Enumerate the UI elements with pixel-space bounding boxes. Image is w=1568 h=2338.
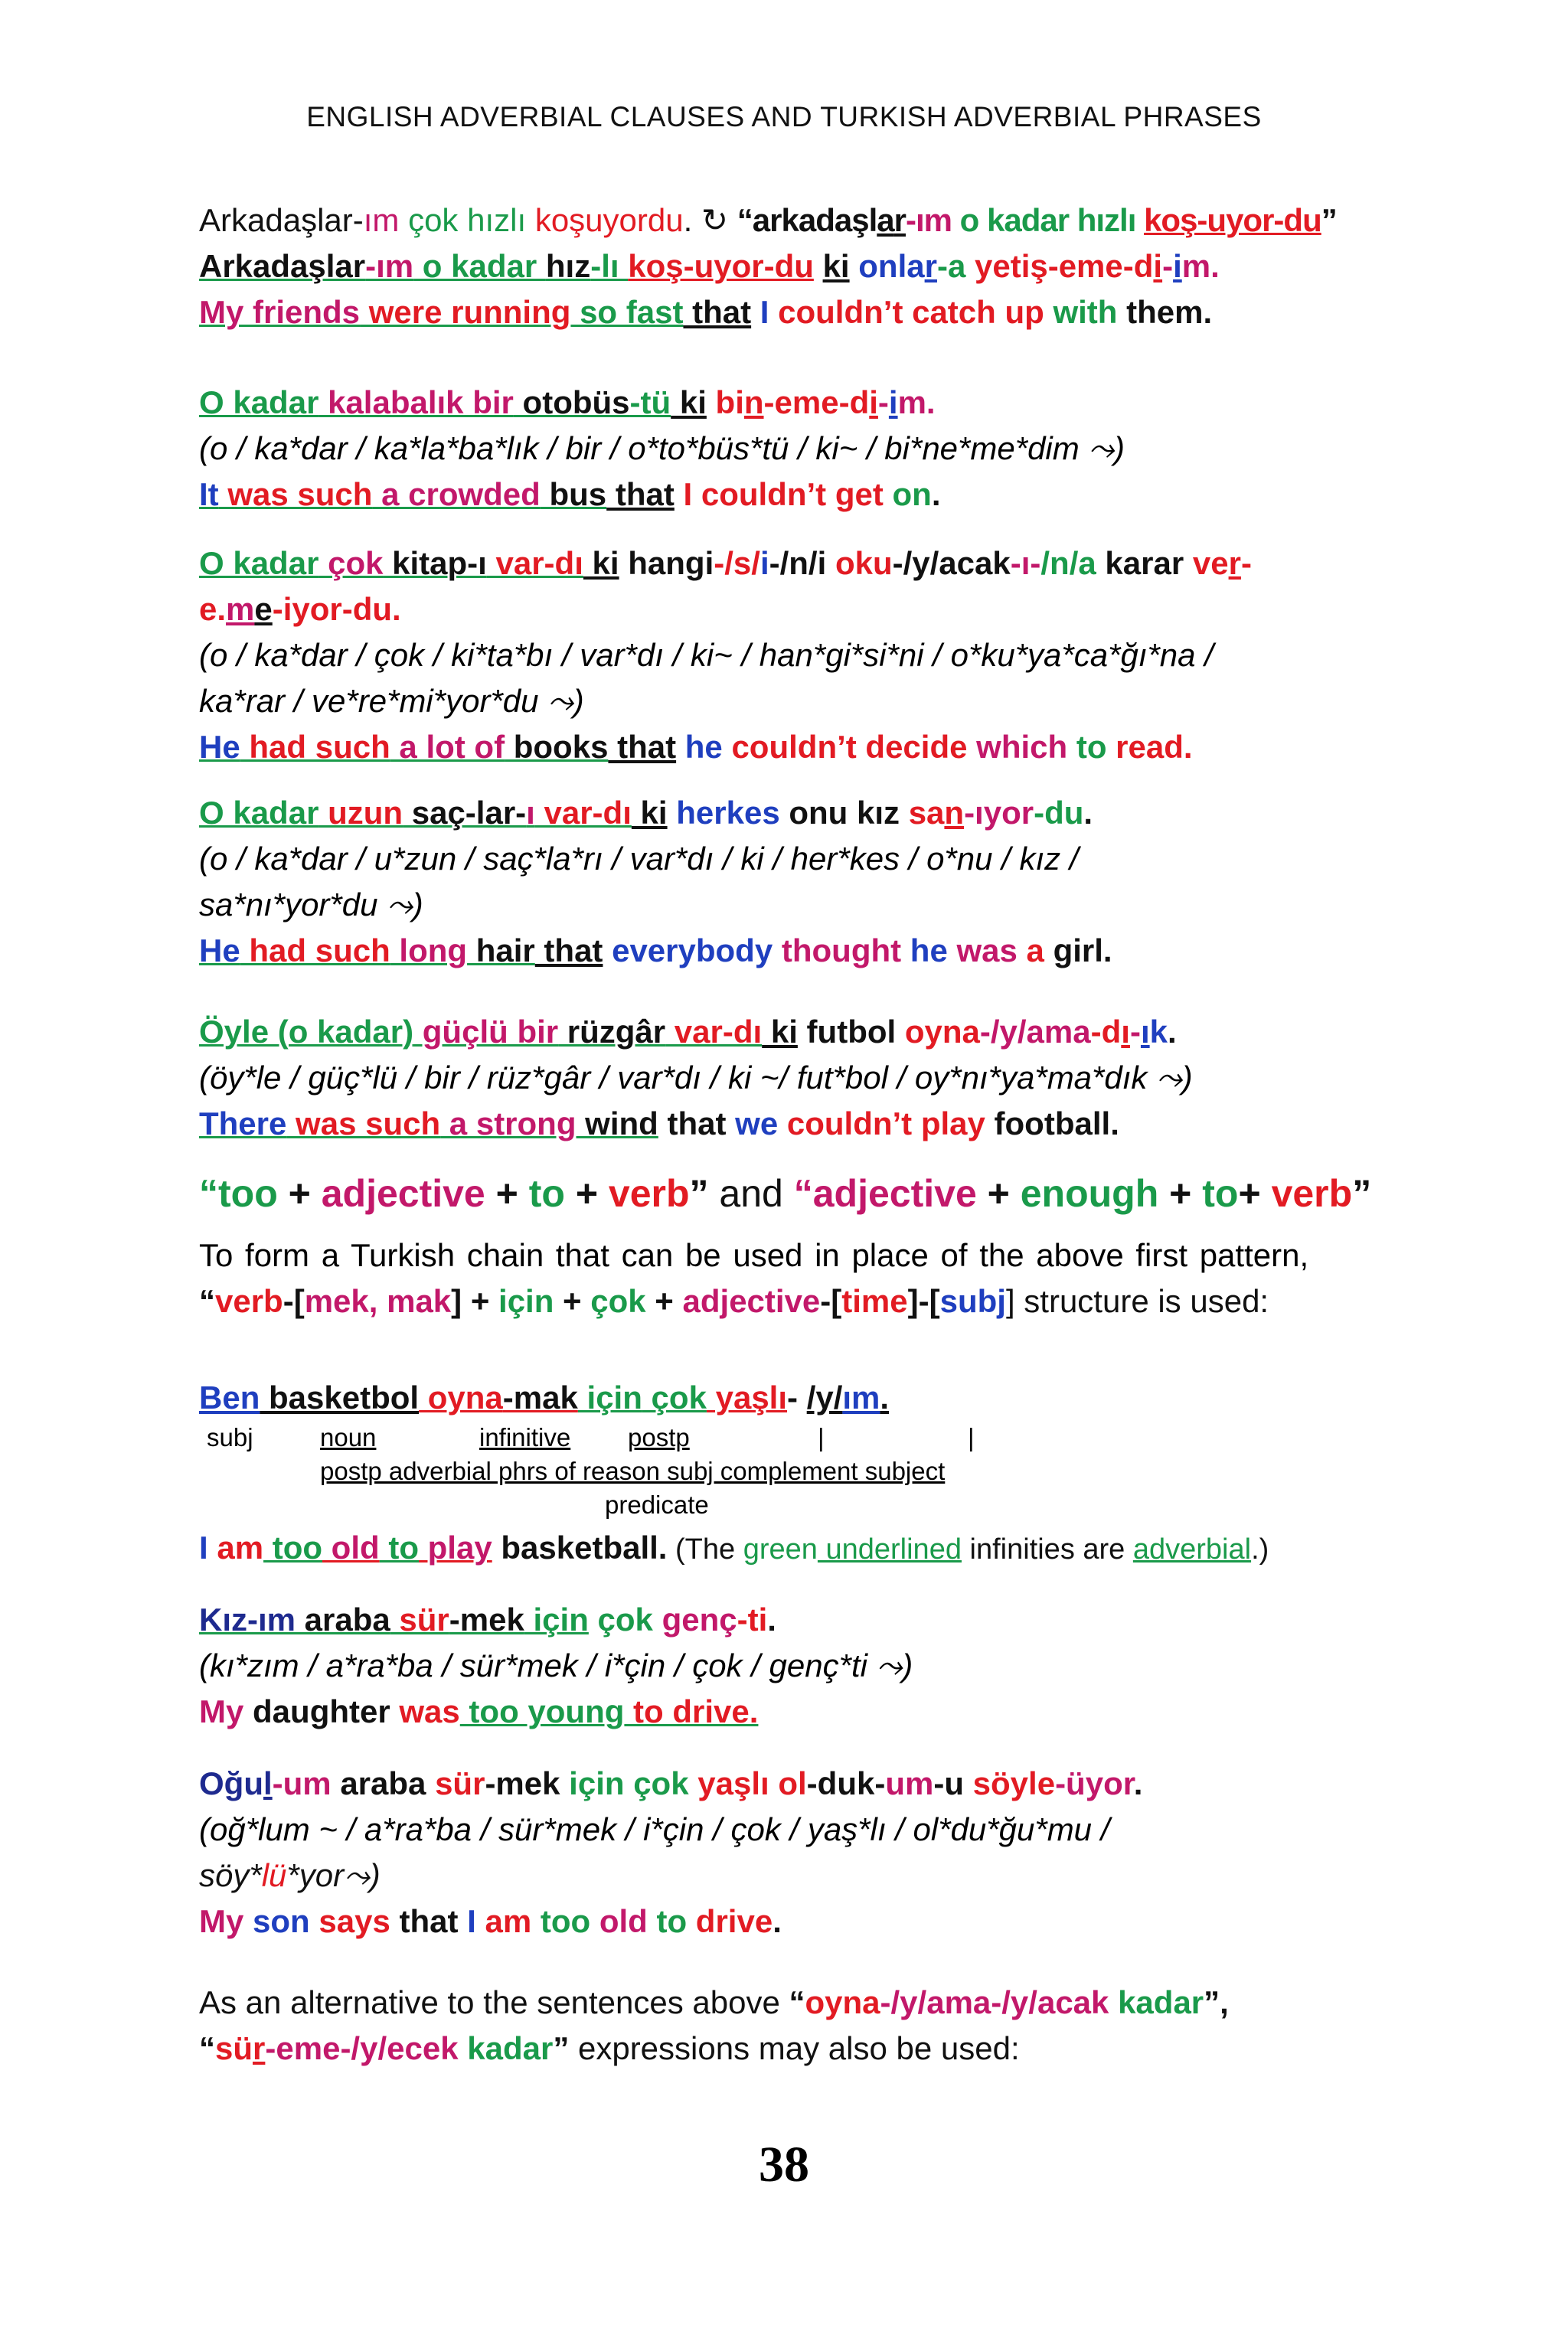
- ex7-pronunciation: (kı*zım / a*ra*ba / sür*mek / i*çin / çok / genç*ti ⤳): [199, 1647, 913, 1683]
- ex3-pronunciation-line2: ka*rar / ve*re*mi*yor*du ⤳): [199, 683, 584, 719]
- closing-line2: “sür-eme-/y/ecek kadar” expressions may also be used:: [199, 2030, 1020, 2066]
- example-7: [199, 1597, 1378, 1735]
- ex5-pronunciation: (öy*le / güç*lü / bir / rüz*gâr / var*dı / ki ~/ fut*bol / oy*nı*ya*ma*dık ⤳): [199, 1060, 1193, 1096]
- ex5-turkish: Öyle (o kadar) güçlü bir rüzgâr var-dı ki futbol oyna-/y/ama-dı-ık.: [199, 1014, 1177, 1050]
- ex8-turkish: Oğul-um araba sür-mek için çok yaşlı ol-duk-um-u söyle-üyor.: [199, 1765, 1143, 1801]
- ex8-pronunciation-line2: söy*lü*yor⤳): [199, 1857, 381, 1893]
- running-head: ENGLISH ADVERBIAL CLAUSES AND TURKISH ADVERBIAL PHRASES: [306, 101, 1262, 132]
- ex3-turkish-line1: O kadar çok kitap-ı var-dı ki hangi-/s/i-/n/i oku-/y/acak-ı-/n/a karar ver-: [199, 545, 1252, 581]
- pattern-paragraph-line2: “verb-[mek, mak] + için + çok + adjective-[time]-[subj] structure is used:: [199, 1283, 1269, 1319]
- ex4-english: He had such long hair that everybody thought he was a girl.: [199, 932, 1112, 968]
- ex3-turkish-line2: e.me-iyor-du.: [199, 591, 401, 627]
- page-number: 38: [759, 2137, 809, 2193]
- ex7-english: My daughter was too young to drive.: [199, 1693, 759, 1729]
- ex1-turkish-bold: Arkadaşlar-ım o kadar hız-lı koş-uyor-du ki onlar-a yetiş-eme-di-im.: [199, 248, 1220, 284]
- pattern-section: [199, 1167, 1378, 1324]
- example-3: [199, 540, 1378, 770]
- ex3-pronunciation-line1: (o / ka*dar / çok / ki*ta*bı / var*dı / ki~ / han*gi*si*ni / o*ku*ya*ca*ğı*na /: [199, 637, 1214, 673]
- ex6-labels-row2: postp adverbial phrs of reason subj complement subject: [320, 1457, 946, 1485]
- example-8: [199, 1761, 1378, 1945]
- ex6-turkish: Ben basketbol oyna-mak için çok yaşlı- /y/ım.: [199, 1380, 890, 1416]
- ex4-pronunciation-line2: sa*nı*yor*du ⤳): [199, 887, 423, 922]
- ex2-turkish: O kadar kalabalık bir otobüs-tü ki bin-eme-di-im.: [199, 384, 936, 420]
- example-1: [199, 198, 1378, 335]
- ex1-turkish-plain: Arkadaşlar-ım çok hızlı koşuyordu. ↻ “arkadaşlar-ım o kadar hızlı koş-uyor-du”: [199, 202, 1337, 238]
- example-6: [199, 1375, 1378, 1572]
- ex7-turkish: Kız-ım araba sür-mek için çok genç-ti.: [199, 1602, 776, 1638]
- ex8-pronunciation-line1: (oğ*lum ~ / a*ra*ba / sür*mek / i*çin / çok / yaş*lı / ol*du*ğu*mu /: [199, 1811, 1110, 1847]
- ex6-labels-row3: predicate: [605, 1491, 709, 1519]
- pattern-title: “too + adjective + to + verb” and “adjective + enough + to+ verb”: [199, 1172, 1372, 1215]
- example-5: [199, 1009, 1378, 1147]
- ex6-labels-row1: subj noun infinitive postp | |: [207, 1423, 975, 1451]
- closing-line1: As an alternative to the sentences above “oyna-/y/ama-/y/acak kadar”,: [199, 1984, 1229, 2020]
- closing-paragraph: [199, 1980, 1378, 2072]
- example-4: [199, 790, 1378, 974]
- example-2: [199, 380, 1378, 518]
- ex4-pronunciation-line1: (o / ka*dar / u*zun / saç*la*rı / var*dı / ki / her*kes / o*nu / kız /: [199, 841, 1079, 877]
- ex2-pronunciation: (o / ka*dar / ka*la*ba*lık / bir / o*to*büs*tü / ki~ / bi*ne*me*dim ⤳): [199, 430, 1125, 466]
- ex5-english: There was such a strong wind that we couldn’t play football.: [199, 1105, 1119, 1141]
- ex4-turkish: O kadar uzun saç-lar-ı var-dı ki herkes onu kız san-ıyor-du.: [199, 795, 1093, 831]
- pattern-paragraph-line1: To form a Turkish chain that can be used in place of the above first pattern,: [199, 1237, 1309, 1273]
- ex1-english: My friends were running so fast that I couldn’t catch up with them.: [199, 294, 1213, 330]
- ex3-english: He had such a lot of books that he couldn’t decide which to read.: [199, 729, 1193, 765]
- ex6-english: I am too old to play basketball. (The green underlined infinities are adverbial.): [199, 1530, 1269, 1566]
- ex2-english: It was such a crowded bus that I couldn’t get on.: [199, 476, 941, 512]
- ex8-english: My son says that I am too old to drive.: [199, 1903, 782, 1939]
